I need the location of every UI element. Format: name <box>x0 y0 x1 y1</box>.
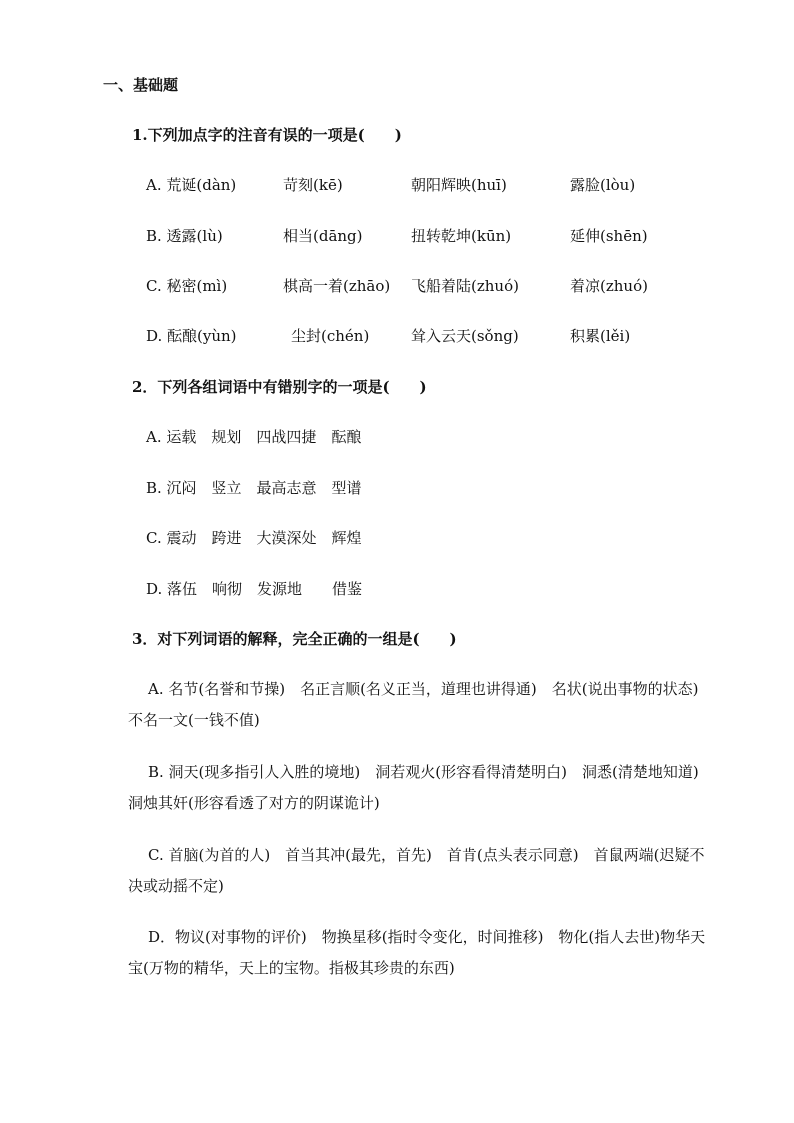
q2-option-b: B. 沉闷 竖立 最高志意 型谱 <box>146 479 362 497</box>
q1-option-b-item-1: B. 透露(lù) <box>146 227 223 245</box>
q2-option-c: C. 震动 跨进 大漠深处 辉煌 <box>146 529 362 547</box>
section-title: 一、基础题 <box>103 76 179 94</box>
question-3-title: 3．对下列词语的解释，完全正确的一组是( ) <box>132 630 457 648</box>
q1-option-d-item-2: 尘封(chén) <box>291 327 370 345</box>
question-2-title: 2．下列各组词语中有错别字的一项是( ) <box>132 378 427 396</box>
q3-option-c: C. 首脑(为首的人) 首当其冲(最先，首先) 首肯(点头表示同意) 首鼠两端(迟疑不决或动摇不定) <box>128 846 705 895</box>
q2-option-d: D. 落伍 响彻 发源地 借鉴 <box>146 580 363 598</box>
q1-option-d-item-1: D. 酝酿(yùn) <box>146 327 237 345</box>
q3-option-b: B. 洞天(现多指引人入胜的境地) 洞若观火(形容看得清楚明白) 洞悉(清楚地知道)洞烛其奸(形容看透了对方的阴谋诡计) <box>128 763 699 812</box>
q3-option-a: A. 名节(名誉和节操) 名正言顺(名义正当，道理也讲得通) 名状(说出事物的状态) 不名一文(一钱不值) <box>128 680 714 729</box>
q1-option-a-item-2: 苛刻(kē) <box>283 176 343 194</box>
q1-option-c-item-4: 着凉(zhuó) <box>570 277 648 295</box>
q1-option-c-item-2: 棋高一着(zhāo) <box>283 277 391 295</box>
q2-option-a: A. 运载 规划 四战四捷 酝酿 <box>146 428 362 446</box>
q1-option-c-item-1: C. 秘密(mì) <box>146 277 228 295</box>
q1-option-d-item-4: 积累(lěi) <box>570 327 631 345</box>
q1-option-c-item-3: 飞船着陆(zhuó) <box>411 277 519 295</box>
q1-option-a-item-3: 朝阳辉映(huī) <box>411 176 507 194</box>
q1-option-b-item-2: 相当(dāng) <box>283 227 363 245</box>
q1-option-b-item-3: 扭转乾坤(kūn) <box>411 227 512 245</box>
q1-option-a-item-1: A. 荒诞(dàn) <box>146 176 237 194</box>
q1-option-d-item-3: 耸入云天(sǒng) <box>411 327 519 345</box>
question-1-title: 1.下列加点字的注音有误的一项是( ) <box>132 126 402 144</box>
q3-option-d: D．物议(对事物的评价) 物换星移(指时令变化，时间推移) 物化(指人去世)物华天宝(万物的精华，天上的宝物。指极其珍贵的东西) <box>128 928 706 977</box>
q1-option-a-item-4: 露脸(lòu) <box>570 176 636 194</box>
q1-option-b-item-4: 延伸(shēn) <box>570 227 648 245</box>
